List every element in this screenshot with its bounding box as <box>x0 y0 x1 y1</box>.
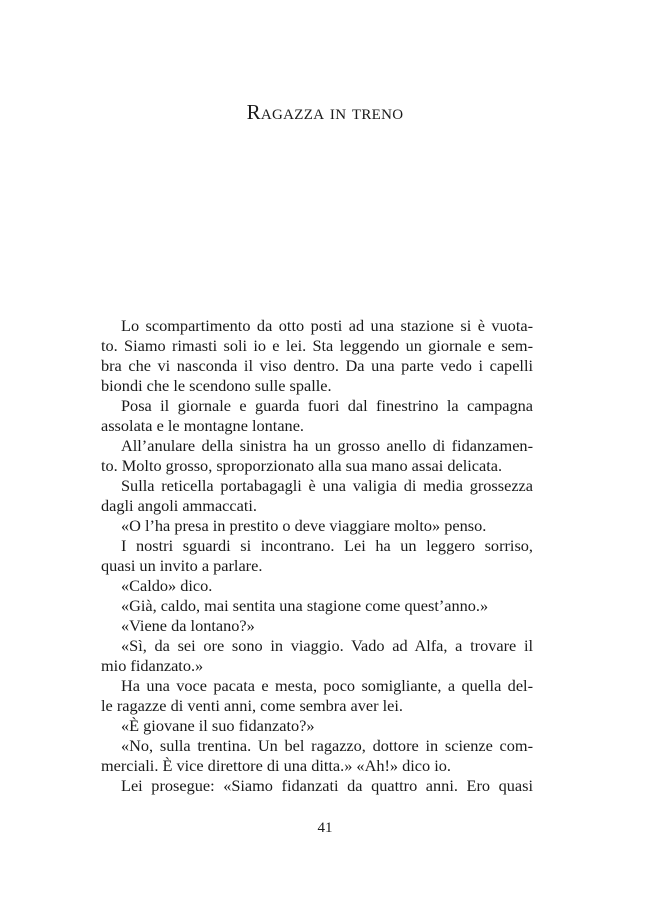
text-line: «Sì, da sei ore sono in viaggio. Vado ad Alfa, a trovare il <box>121 636 533 655</box>
text-line: Lo scompartimento da otto posti ad una stazione si è vuota- <box>121 316 533 335</box>
text-line: Posa il giornale e guarda fuori dal finestrino la campagna <box>121 396 533 415</box>
text-line: merciali. È vice direttore di una ditta.» «Ah!» dico io. <box>101 756 451 775</box>
page-number: 41 <box>317 820 333 836</box>
text-line: Lei prosegue: «Siamo fidanzati da quattro anni. Ero quasi <box>121 776 533 795</box>
text-line: quasi un invito a parlare. <box>101 556 263 575</box>
text-line: bra che vi nasconda il viso dentro. Da una parte vedo i capelli <box>101 356 533 375</box>
text-line: I nostri sguardi si incontrano. Lei ha un leggero sorriso, <box>121 536 533 555</box>
text-line: «No, sulla trentina. Un bel ragazzo, dottore in scienze com- <box>121 736 533 755</box>
text-line: «È giovane il suo fidanzato?» <box>121 716 315 735</box>
text-line: «Viene da lontano?» <box>121 616 255 635</box>
text-line: All’anulare della sinistra ha un grosso anello di fidanzamen- <box>121 436 533 455</box>
text-line: to. Siamo rimasti soli io e lei. Sta leggendo un giornale e sem- <box>101 336 533 355</box>
text-line: Ha una voce pacata e mesta, poco somigliante, a quella del- <box>121 676 533 695</box>
text-line: mio fidanzato.» <box>101 656 204 675</box>
text-line: dagli angoli ammaccati. <box>101 496 257 515</box>
text-line: «Caldo» dico. <box>121 576 213 595</box>
text-line: to. Molto grosso, sproporzionato alla sua mano assai delicata. <box>101 456 503 475</box>
chapter-body <box>101 316 533 796</box>
text-line: biondi che le scendono sulle spalle. <box>101 376 332 395</box>
text-line: le ragazze di venti anni, come sembra aver lei. <box>101 696 403 715</box>
text-line: assolata e le montagne lontane. <box>101 416 304 435</box>
chapter-title: Ragazza in treno <box>246 100 404 125</box>
text-line: «Già, caldo, mai sentita una stagione come quest’anno.» <box>121 596 489 615</box>
text-line: Sulla reticella portabagagli è una valigia di media grossezza <box>121 476 533 495</box>
text-line: «O l’ha presa in prestito o deve viaggiare molto» penso. <box>121 516 487 535</box>
